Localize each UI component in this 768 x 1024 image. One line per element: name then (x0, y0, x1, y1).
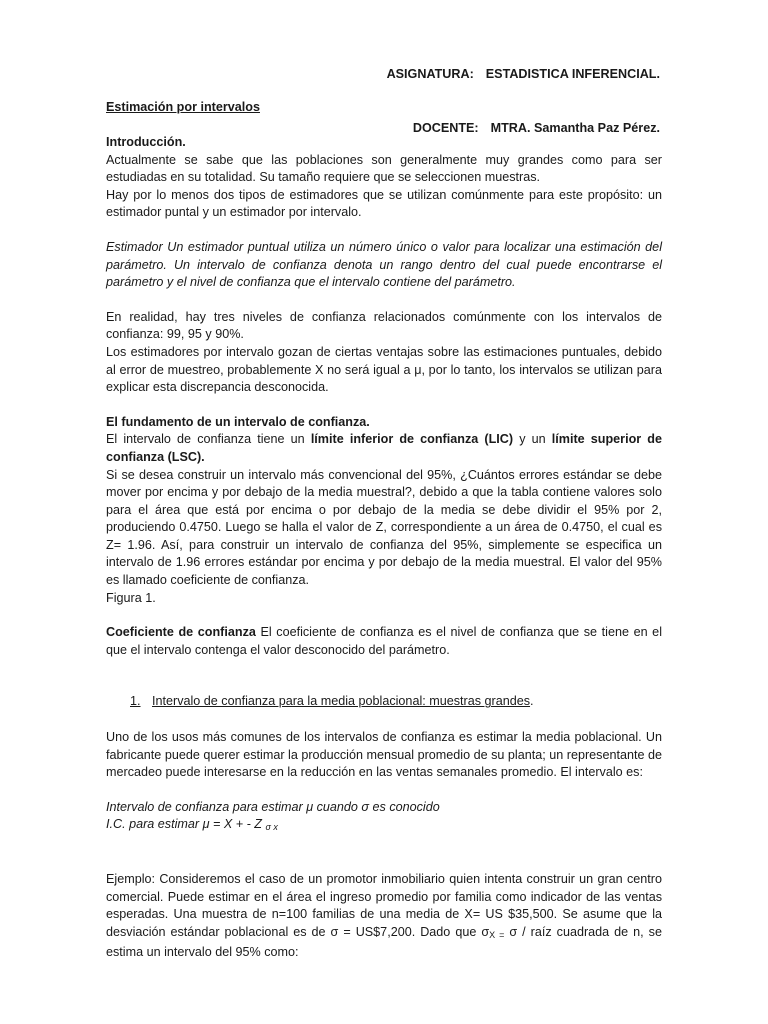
fundamento-paragraph-2: Si se desea construir un intervalo más convencional del 95%, ¿Cuántos errores estándar se debe mover por encima y por debajo de la media muestral?, debido a que la tabla contiene valores solo para el área que está por encima o por debajo de la media se debe dividir el 95% por 2, produciendo 0.4750. Luego se halla el valor de Z, correspondiente a un área de 0.4750, el cual es Z= 1.96. Así, para construir un intervalo de confianza del 95%, simplemente se especifica un intervalo de 1.96 errores estándar por encima y por debajo de la media muestral. El valor del 95% es llamado coeficiente de confianza. (106, 467, 662, 588)
lsc-term: límite superior de confianza (LSC). (106, 432, 662, 464)
page-title: Estimación por intervalos (106, 100, 260, 114)
asignatura-value: ESTADISTICA INFERENCIAL. (485, 67, 660, 81)
coeficiente-term: Coeficiente de confianza (106, 625, 256, 640)
document-body (106, 134, 662, 962)
fundamento-paragraph-1 (106, 431, 662, 466)
ejemplo-text-b: σ / raíz cuadrada de n, se estima un intervalo del 95% como: (106, 924, 662, 960)
header-asignatura (366, 47, 660, 101)
formula-subscript: σ x (265, 822, 278, 833)
section-1-paragraph: Uno de los usos más comunes de los intervalos de confianza es estimar la media poblacional. Un fabricante puede querer estimar la producción mensual promedio de su planta; un representante de mercadeo puede interesarse en la reducción en las ventas semanales promedio. El intervalo es: (106, 730, 662, 780)
intro-paragraph-5: Los estimadores por intervalo gozan de ciertas ventajas sobre las estimaciones puntuales, debido al error de muestreo, probablemente X no será igual a μ, por lo tanto, los intervalos se utilizan para explicar esta discrepancia desconocida. (106, 344, 662, 395)
fundamento-heading: El fundamento de un intervalo de confianza. (106, 414, 370, 429)
formula-line-2 (106, 816, 662, 837)
figure-reference: Figura 1. (106, 590, 156, 605)
fundamento-text-a: El intervalo de confianza tiene un (106, 432, 311, 447)
intro-paragraph-2: Hay por lo menos dos tipos de estimadores que se utilizan comúnmente para este propósito: un estimador puntal y un estimador por intervalo. (106, 187, 662, 220)
section-1-period: . (530, 694, 534, 709)
section-1-heading (130, 693, 662, 711)
formula-text: I.C. para estimar μ = X + - Z (106, 817, 266, 832)
section-1-number: 1. (130, 694, 141, 709)
ejemplo-subscript: X = (489, 929, 505, 940)
lic-term: límite inferior de confianza (LIC) (310, 432, 514, 447)
fundamento-text-c: y un (513, 432, 552, 447)
section-1-title: Intervalo de confianza para la media poblacional: muestras grandes (152, 694, 531, 709)
intro-paragraph-1: Actualmente se sabe que las poblaciones son generalmente muy grandes como para ser estudiadas en su totalidad. Su tamaño requiere que se seleccionen muestras. (106, 152, 662, 185)
intro-paragraph-3: Estimador Un estimador puntual utiliza un número único o valor para localizar una estimación del parámetro. Un intervalo de confianza denota un rango dentro del cual puede encontrarse el parámetro y el nivel de confianza que el intervalo contiene del parámetro. (106, 239, 662, 290)
formula-line-1: Intervalo de confianza para estimar μ cuando σ es conocido (106, 799, 440, 814)
coeficiente-paragraph (106, 624, 662, 659)
docente-value: MTRA. Samantha Paz Pérez. (490, 121, 660, 135)
intro-paragraph-4: En realidad, hay tres niveles de confianza relacionados comúnmente con los intervalos de confianza: 99, 95 y 90%. (106, 309, 662, 342)
intro-heading: Introducción. (106, 135, 186, 149)
ejemplo-text-a: Ejemplo: Consideremos el caso de un promotor inmobiliario quien intenta construir un gran centro comercial. Puede estimar en el área el ingreso promedio por familia como indicador de las ventas esperadas. Una muestra de n=100 familias de una media de X= US $35,500. Se asume que la desviación estándar poblacional es de σ = US$7,200. Dado que σ (106, 872, 662, 939)
docente-label: DOCENTE: (412, 121, 479, 135)
ejemplo-paragraph (106, 871, 662, 962)
coeficiente-text: El coeficiente de confianza es el nivel de confianza que se tiene en el que el intervalo contenga el valor desconocido del parámetro. (106, 625, 662, 657)
asignatura-label: ASIGNATURA: (386, 67, 474, 81)
